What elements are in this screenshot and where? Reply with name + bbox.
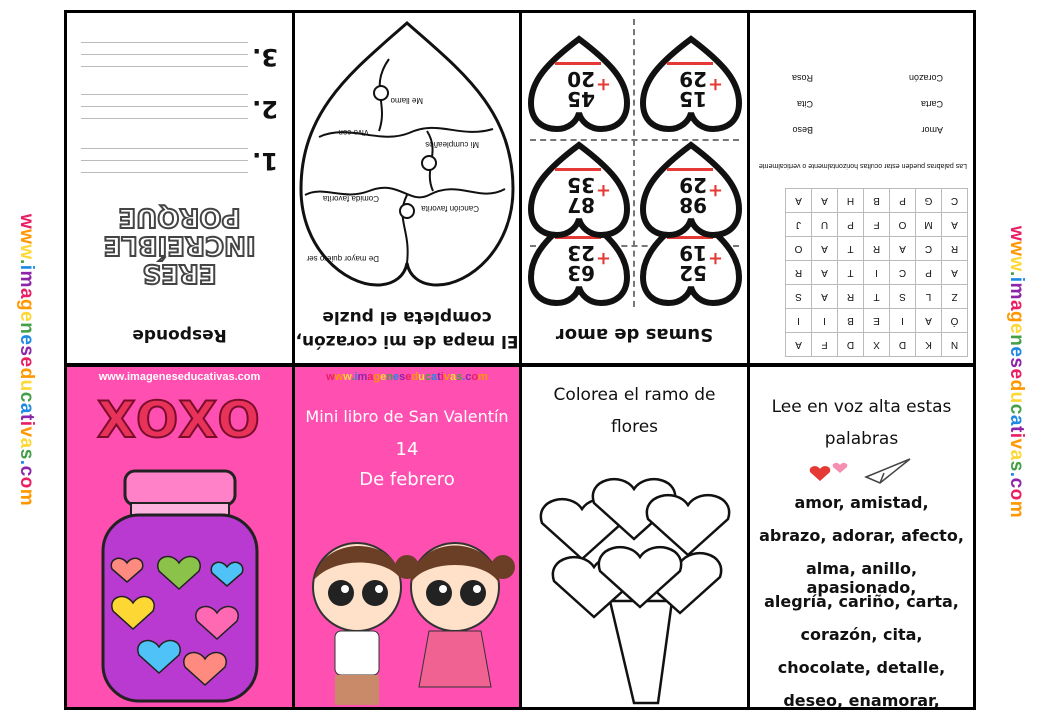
panel-puzzle: [295, 13, 519, 363]
grid-cell: S: [890, 285, 916, 309]
cut-line: [633, 19, 635, 307]
outline-line: INCREÍBLE: [103, 230, 256, 260]
sum-heart: [527, 139, 631, 239]
grid-cell: T: [838, 261, 864, 285]
panel-title-page: [295, 367, 519, 707]
grid-cell: F: [864, 213, 890, 237]
grid-cell: R: [786, 261, 812, 285]
colorea-title: [522, 379, 747, 443]
outline-line: ERES: [142, 258, 217, 288]
grid-cell: B: [864, 189, 890, 213]
panel-lee: [750, 367, 973, 707]
panel-cover: [67, 367, 292, 707]
candy-jar-icon: [67, 463, 292, 707]
grid-cell: Z: [942, 285, 968, 309]
answer-number: 1.: [252, 147, 278, 175]
read-word-line: amor, amistad,: [794, 493, 929, 512]
read-word-line: alma, anillo, apasionado,: [805, 559, 918, 597]
grid-cell: A: [812, 285, 838, 309]
grid-cell: P: [890, 189, 916, 213]
answer-number: 2.: [252, 95, 278, 123]
grid-cell: O: [786, 237, 812, 261]
grid-cell: I: [786, 309, 812, 333]
outline-line: PORQUE: [118, 202, 241, 232]
sopa-word: Rosa: [791, 73, 813, 83]
sum-bar: [667, 168, 713, 171]
sum-addend: 45: [567, 87, 595, 111]
sum-bar: [667, 62, 713, 65]
sum-addend: 63: [567, 261, 595, 285]
lee-title-line: Lee en voz alta estas: [771, 397, 952, 417]
read-word-line: alegría, cariño, carta,: [764, 592, 959, 611]
grid-cell: R: [942, 237, 968, 261]
sopa-word: Beso: [792, 125, 813, 135]
sum-addend: 98: [679, 193, 707, 217]
responde-title: Responde: [132, 325, 227, 345]
puzzle-label: Vivo con: [338, 128, 369, 137]
grid-cell: T: [838, 237, 864, 261]
grid-cell: R: [864, 237, 890, 261]
date-month: De febrero: [359, 469, 455, 490]
lee-title: [750, 391, 973, 455]
sopa-instructions: Las palabras pueden estar ocultas horizontalmente o verticalmente: [758, 162, 967, 169]
date-day: 14: [395, 439, 419, 460]
grid-cell: D: [838, 333, 864, 357]
sum-addend: 15: [679, 87, 707, 111]
sum-addend: 29: [679, 173, 707, 197]
grid-cell: F: [812, 333, 838, 357]
grid-cell: K: [916, 333, 942, 357]
puzzle-label: Canción favorita: [421, 204, 479, 213]
grid-cell: U: [812, 213, 838, 237]
word-search-grid: [785, 188, 968, 357]
puzzle-title: [295, 305, 519, 353]
sum-addend: 23: [567, 241, 595, 265]
grid-cell: C: [916, 237, 942, 261]
grid-cell: T: [864, 285, 890, 309]
sopa-word: Amor: [921, 125, 943, 135]
grid-cell: A: [812, 237, 838, 261]
grid-cell: P: [838, 213, 864, 237]
plus-sign: +: [707, 180, 723, 201]
grid-cell: S: [786, 285, 812, 309]
grid-cell: P: [916, 261, 942, 285]
grid-cell: I: [890, 309, 916, 333]
plus-sign: +: [595, 248, 611, 269]
right-url-text: www.imageneseducativas.com: [1006, 225, 1027, 519]
puzzle-title-line: completa el puzle: [322, 307, 492, 327]
panel-sopa: [750, 13, 973, 363]
sum-heart: [639, 33, 743, 133]
outline-text: [67, 203, 292, 287]
grid-cell: A: [812, 261, 838, 285]
grid-cell: A: [890, 237, 916, 261]
grid-cell: L: [916, 285, 942, 309]
book-title: Mini libro de San Valentín: [305, 407, 509, 426]
colorea-title-line: flores: [610, 417, 659, 437]
grid-cell: J: [786, 213, 812, 237]
hearts-plane-icon: [806, 455, 916, 485]
grid-cell: I: [864, 261, 890, 285]
children-illustration-icon: [295, 527, 519, 707]
panel-colorea: [522, 367, 747, 707]
grid-cell: A: [942, 261, 968, 285]
read-word-line: deseo, enamorar,: [783, 691, 940, 707]
sumas-title: Sumas de amor: [555, 324, 714, 345]
grid-cell: R: [838, 285, 864, 309]
sum-addend: 52: [679, 261, 707, 285]
grid-cell: A: [786, 189, 812, 213]
lee-title-line: palabras: [824, 429, 899, 449]
left-url-text: www.imageneseducativas.com: [16, 213, 37, 507]
grid-cell: N: [942, 333, 968, 357]
puzzle-label: De mayor quiero ser: [306, 254, 379, 263]
sum-addend: 19: [679, 241, 707, 265]
puzzle-label: Mi cumpleaños: [425, 140, 479, 149]
puzzle-label: Me llamo: [390, 96, 423, 105]
sopa-word: Cita: [796, 99, 813, 109]
sum-bar: [555, 62, 601, 65]
flower-bouquet-icon: [522, 445, 747, 705]
colorea-title-line: Colorea el ramo de: [553, 385, 716, 405]
sum-bar: [555, 168, 601, 171]
answer-number: 3.: [252, 43, 278, 71]
read-word-line: chocolate, detalle,: [777, 658, 946, 677]
grid-cell: O: [890, 213, 916, 237]
grid-cell: H: [838, 189, 864, 213]
grid-cell: D: [890, 333, 916, 357]
panel-sumas: [522, 13, 747, 363]
plus-sign: +: [707, 248, 723, 269]
grid-cell: A: [916, 309, 942, 333]
sum-heart: [639, 139, 743, 239]
xoxo-text: XOXO: [97, 391, 262, 449]
grid-cell: E: [864, 309, 890, 333]
grid-cell: B: [838, 309, 864, 333]
grid-cell: A: [942, 213, 968, 237]
grid-cell: Ó: [942, 309, 968, 333]
right-side-url: [990, 0, 1040, 720]
grid-cell: G: [916, 189, 942, 213]
brand-url: www.imageneseducativas.com: [98, 371, 261, 383]
grid-cell: C: [942, 189, 968, 213]
sum-addend: 35: [567, 173, 595, 197]
left-side-url: [0, 0, 52, 720]
plus-sign: +: [595, 74, 611, 95]
grid-cell: M: [916, 213, 942, 237]
grid-cell: C: [890, 261, 916, 285]
sum-addend: 29: [679, 67, 707, 91]
puzzle-title-line: El mapa de mi corazón,: [295, 331, 519, 351]
sum-heart: [527, 33, 631, 133]
grid-cell: I: [812, 309, 838, 333]
sopa-word: Corazón: [908, 73, 943, 83]
panel-responde: [67, 13, 292, 363]
read-word-line: abrazo, adorar, afecto,: [759, 526, 964, 545]
sum-addend: 20: [567, 67, 595, 91]
sopa-word: Carta: [920, 99, 943, 109]
sum-addend: 87: [567, 193, 595, 217]
mini-book-grid: [64, 10, 976, 710]
plus-sign: +: [707, 74, 723, 95]
brand-url-colored: www.imageneseducativas.com: [326, 371, 488, 383]
plus-sign: +: [595, 180, 611, 201]
read-word-line: corazón, cita,: [800, 625, 923, 644]
grid-cell: A: [786, 333, 812, 357]
puzzle-label: Comida favorita: [322, 194, 379, 203]
grid-cell: X: [864, 333, 890, 357]
grid-cell: A: [812, 189, 838, 213]
